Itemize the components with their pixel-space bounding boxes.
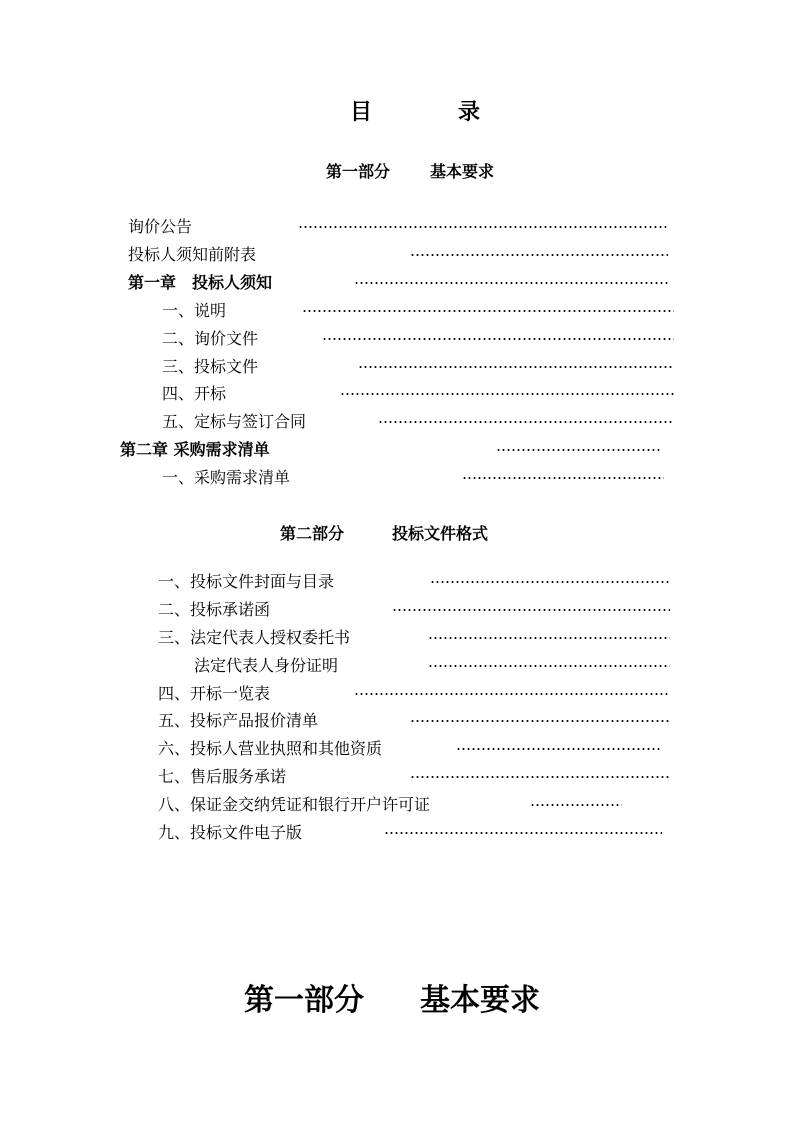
toc-entry-bid-commitment[interactable]: 二、投标承诺函 xyxy=(158,600,271,619)
dot-leader xyxy=(410,254,668,256)
section-heading-left: 第一部分 xyxy=(244,983,364,1018)
dot-leader xyxy=(302,310,674,312)
dot-leader xyxy=(298,226,668,228)
toc-entry-opening-summary[interactable]: 四、开标一览表 xyxy=(158,684,271,703)
dot-leader xyxy=(410,720,670,722)
dot-leader xyxy=(358,366,674,368)
dot-leader xyxy=(340,393,674,395)
toc-entry-procurement-list[interactable]: 一、采购需求清单 xyxy=(162,468,291,487)
dot-leader xyxy=(384,832,662,834)
part2-heading-left: 第二部分 xyxy=(280,524,345,543)
dot-leader xyxy=(392,609,670,611)
dot-leader xyxy=(428,637,670,639)
toc-title-left: 目 xyxy=(350,99,373,125)
dot-leader xyxy=(354,693,670,695)
toc-entry-award-contract[interactable]: 五、定标与签订合同 xyxy=(162,412,307,431)
toc-entry-chapter1[interactable]: 第一章 投标人须知 xyxy=(128,273,273,292)
toc-entry-bid-opening[interactable]: 四、开标 xyxy=(162,384,227,403)
toc-entry-business-license[interactable]: 六、投标人营业执照和其他资质 xyxy=(158,739,383,758)
toc-entry-explanation[interactable]: 一、说明 xyxy=(162,301,227,320)
part2-heading-right: 投标文件格式 xyxy=(392,524,489,543)
toc-entry-chapter2[interactable]: 第二章 采购需求清单 xyxy=(120,440,270,459)
toc-entry-after-sales[interactable]: 七、售后服务承诺 xyxy=(158,767,287,786)
dot-leader xyxy=(354,282,668,284)
part1-heading-right: 基本要求 xyxy=(430,162,495,181)
toc-entry-price-list[interactable]: 五、投标产品报价清单 xyxy=(158,711,319,730)
part1-heading-left: 第一部分 xyxy=(326,162,391,181)
toc-entry-electronic-version[interactable]: 九、投标文件电子版 xyxy=(158,823,303,842)
dot-leader xyxy=(496,449,662,451)
dot-leader xyxy=(456,748,660,750)
toc-entry-power-of-attorney[interactable]: 三、法定代表人授权委托书 xyxy=(158,628,351,647)
toc-title-right: 录 xyxy=(458,99,481,125)
dot-leader xyxy=(410,776,670,778)
dot-leader xyxy=(462,477,664,479)
dot-leader xyxy=(378,421,674,423)
dot-leader xyxy=(430,581,670,583)
toc-entry-cover-and-contents[interactable]: 一、投标文件封面与目录 xyxy=(158,572,335,591)
toc-entry-inquiry-notice[interactable]: 询价公告 xyxy=(128,217,193,236)
toc-entry-bid-docs[interactable]: 三、投标文件 xyxy=(162,357,259,376)
toc-entry-deposit-receipt[interactable]: 八、保证金交纳凭证和银行开户许可证 xyxy=(158,795,431,814)
dot-leader xyxy=(530,804,622,806)
toc-entry-inquiry-docs[interactable]: 二、询价文件 xyxy=(162,329,259,348)
dot-leader xyxy=(428,665,670,667)
toc-entry-legal-rep-id[interactable]: 法定代表人身份证明 xyxy=(194,656,339,675)
dot-leader xyxy=(322,338,674,340)
section-heading-right: 基本要求 xyxy=(420,983,540,1018)
toc-entry-bidder-data-sheet[interactable]: 投标人须知前附表 xyxy=(128,245,257,264)
